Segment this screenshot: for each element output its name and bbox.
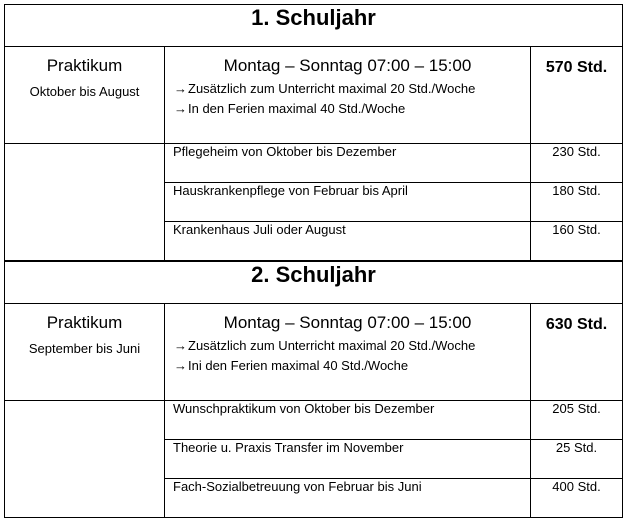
row-description: Wunschpraktikum von Oktober bis Dezember	[165, 401, 531, 440]
year-1-heading: 1. Schuljahr	[5, 5, 623, 47]
schedule-title: Montag – Sonntag 07:00 – 15:00	[223, 56, 472, 75]
praktikum-label: Praktikum	[46, 56, 123, 75]
year-2-heading: 2. Schuljahr	[5, 261, 623, 304]
year-2-heading-row	[5, 261, 623, 304]
year-1-heading-row	[5, 5, 623, 47]
row-description: Pflegeheim von Oktober bis Dezember	[165, 144, 531, 183]
row-hours: 400 Std.	[531, 479, 623, 518]
schedule-note: →Ini den Ferien maximal 40 Std./Woche	[174, 358, 409, 373]
praktikum-period: September bis Juni	[28, 341, 141, 356]
year-2-praktikum-cell	[5, 304, 165, 401]
arrow-right-icon: →	[174, 81, 187, 96]
table-row	[5, 144, 623, 183]
arrow-right-icon: →	[174, 338, 187, 353]
row-description: Theorie u. Praxis Transfer im November	[165, 440, 531, 479]
empty-cell	[5, 144, 165, 262]
row-description: Krankenhaus Juli oder August	[165, 222, 531, 262]
row-description: Fach-Sozialbetreuung von Februar bis Juni	[165, 479, 531, 518]
schedule-title: Montag – Sonntag 07:00 – 15:00	[223, 313, 472, 332]
row-hours: 230 Std.	[531, 144, 623, 183]
year-1-main-row	[5, 47, 623, 144]
year-1-praktikum-cell	[5, 47, 165, 144]
arrow-right-icon: →	[174, 101, 187, 116]
year-1-total-hours: 570 Std.	[531, 47, 623, 144]
table-row	[5, 401, 623, 440]
praktikum-period: Oktober bis August	[29, 84, 140, 99]
row-hours: 160 Std.	[531, 222, 623, 262]
year-2-main-row	[5, 304, 623, 401]
schedule-note: →Zusätzlich zum Unterricht maximal 20 Std./Woche	[174, 338, 476, 353]
empty-cell	[5, 401, 165, 518]
row-hours: 180 Std.	[531, 183, 623, 222]
year-1-schedule-cell	[165, 47, 531, 144]
year-2-schedule-cell	[165, 304, 531, 401]
row-hours: 25 Std.	[531, 440, 623, 479]
schedule-note: →In den Ferien maximal 40 Std./Woche	[174, 101, 406, 116]
schedule-note: →Zusätzlich zum Unterricht maximal 20 Std./Woche	[174, 81, 476, 96]
schedule-table	[4, 4, 623, 518]
year-2-total-hours: 630 Std.	[531, 304, 623, 401]
row-hours: 205 Std.	[531, 401, 623, 440]
row-description: Hauskrankenpflege von Februar bis April	[165, 183, 531, 222]
praktikum-label: Praktikum	[46, 313, 123, 332]
arrow-right-icon: →	[174, 358, 187, 373]
